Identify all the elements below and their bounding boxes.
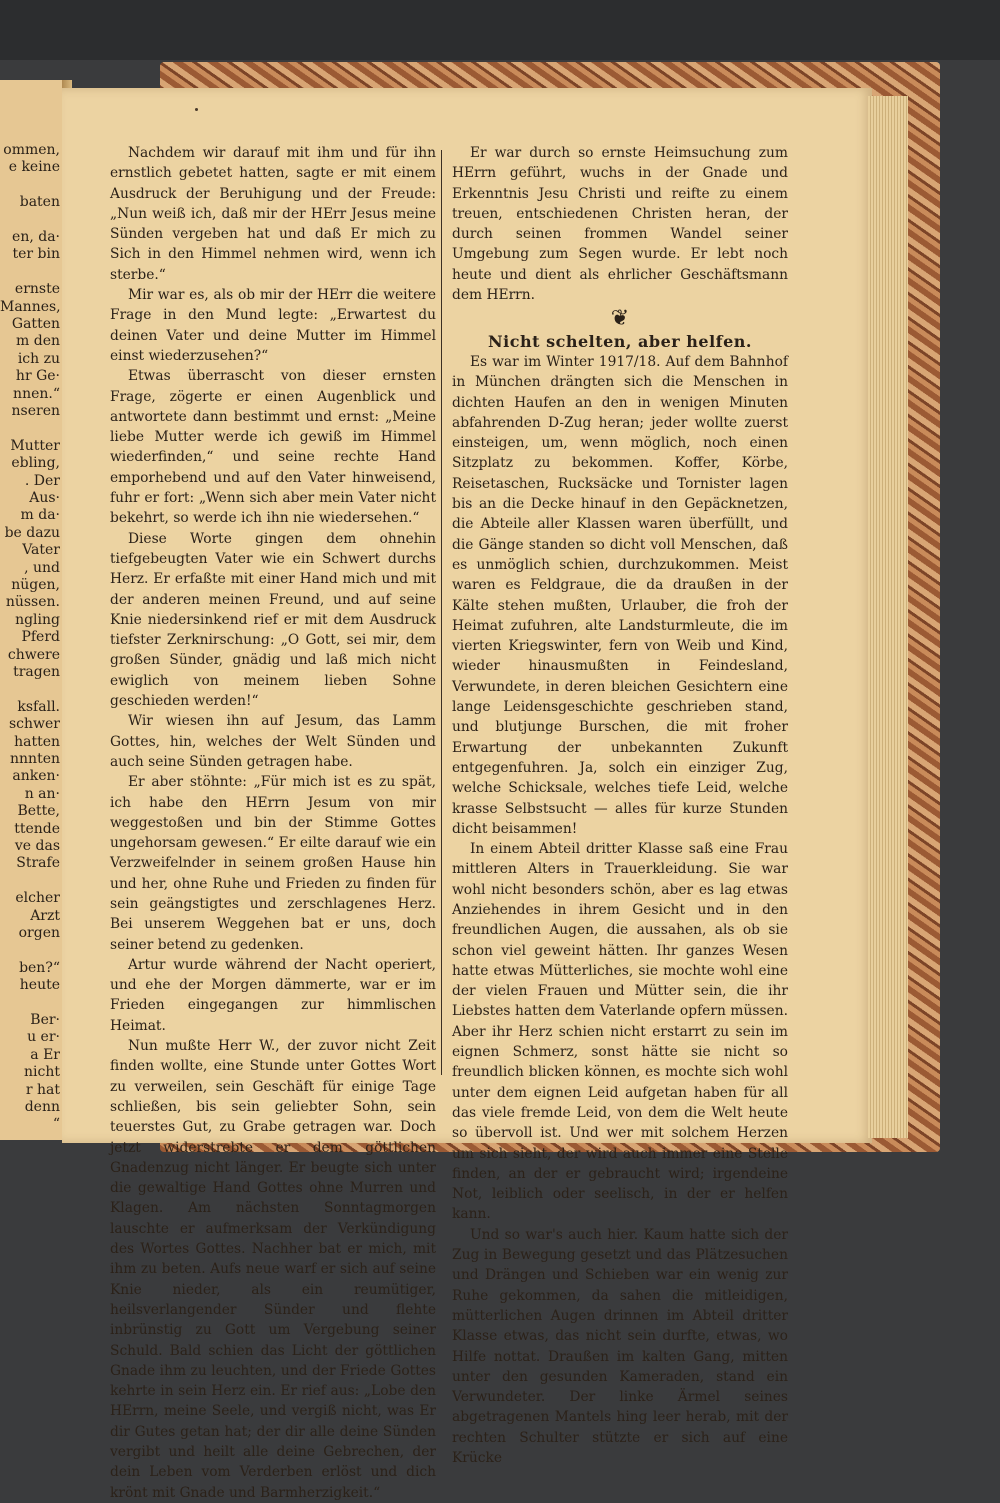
left-page-fragment: Bette, — [17, 803, 60, 820]
left-page-fragment: m den — [16, 333, 60, 350]
fleuron-ornament: ❦ — [610, 306, 630, 332]
paragraph: Etwas überrascht von dieser ernsten Frage, zögerte er einen Augenblick und antwortete dann bestimmt und ernst: „Meine liebe Mutter werde ich gewiß im Himmel wiederfinden,“ und seine rechte Hand emporhebend und auf den Vater hinweisend, fuhr er fort: „Wenn sich aber mein Vater nicht bekehrt, so werde ich ihn nie wiedersehen.“ — [110, 368, 436, 527]
left-page-fragment: nnen.“ — [13, 385, 60, 402]
left-page-fragment: m da· — [20, 507, 60, 524]
left-page-fragment: ich zu — [17, 350, 60, 367]
left-page-fragment: Pferd — [21, 629, 60, 646]
left-page-fragment: be dazu — [4, 524, 60, 541]
left-page-fragment: ngling — [15, 611, 60, 628]
paragraph: Artur wurde während der Nacht operiert, und ehe der Morgen dämmerte, war er im Frieden eingegangen zur himmlischen Heimat. — [110, 956, 436, 1034]
paragraph: Mir war es, als ob mir der HErr die weitere Frage in den Mund legte: „Erwartest du deinen Vater und deine Mutter im Himmel einst wiederzusehen?“ — [110, 287, 436, 364]
left-page-fragment: denn — [24, 1099, 60, 1115]
paragraph: Er war durch so ernste Heimsuchung zum HErrn geführt, wuchs in der Gnade und Erkenntnis Jesu Christi und reifte zu einem treuen, entschiedenen Christen heran, der durch seinen frommen Wandel seiner Umgebung zum Segen wurde. Er lebt noch heute und dient als ehrlicher Geschäftsmann dem HErrn. — [452, 145, 788, 304]
left-page-fragment: nseren — [11, 403, 60, 419]
left-page-fragment: ommen, — [3, 142, 60, 158]
left-page-fragment: a Er — [30, 1046, 60, 1063]
paragraph: Und so war's auch hier. Kaum hatte sich der Zug in Bewegung gesetzt und das Plätzesuchen und Drängen und Schieben war ein wenig zur Ruhe gekommen, da sahen die mitleidigen, mütterlichen Augen drinnen im Abteil dritter Klasse etwas, das nicht sein durfte, etwas, wo Hilfe nottat. Draußen im kalten Gang, mitten unter den gesunden Kameraden, stand ein Verwundeter. Der linke Ärmel seines abgetragenen Mantels hing leer herab, mit der rechten Schulter stützte er sich auf eine Krücke — [452, 1226, 788, 1466]
paragraph: In einem Abteil dritter Klasse saß eine Frau mittleren Alters in Trauerkleidung. Sie war wohl nicht besonders schön, aber es lag etwas Anziehendes in ihrem Gesicht und in den freundlichen Augen, die aussahen, als ob sie schon viel geweint hätten. Ihr ganzes Wesen hatte etwas Mütterliches, sie mochte wohl eine der vielen Frauen und Mütter sein, die ihr Liebstes hatten dem Vaterlande opfern müssen. Aber ihr Herz schien nicht erstarrt zu sein im eignen Schmerz, sonst hätte sie nicht so freundlich blicken können, es mochte sich wohl unter dem eignen Leid aufgetan haben für all das viele fremde Leid, von dem die Welt heute so übervoll ist. Und wer mit solchem Herzen um sich sieht, der wird auch immer eine Stelle finden, an der er gebraucht wird; irgendeine Not, leiblich oder seelisch, in der er helfen kann. — [452, 841, 788, 1223]
column-rule — [441, 150, 442, 1075]
left-page-fragment: “ — [52, 1116, 60, 1133]
paragraph: Nachdem wir darauf mit ihm und für ihn ernstlich gebetet hatten, sagte er mit einem Ausdruck der Beruhigung und der Freude: „Nun weiß ich, daß mir der HErr Jesus meine Sünden vergeben hat und daß Er mich zu Sich in den Himmel nehmen wird, wenn ich sterbe.“ — [110, 145, 436, 283]
left-page-fragment: Mannes, — [0, 298, 61, 315]
left-page-fragment: ebling, — [11, 455, 60, 472]
left-page-fragment: en, da· — [12, 229, 60, 245]
left-page-fragment: nügen, — [11, 577, 60, 593]
left-page-fragment: ben?“ — [19, 959, 60, 976]
left-page-fragment: Aus· — [29, 490, 60, 506]
left-page-fragment: Gatten — [11, 316, 60, 332]
left-page-fragment: . Der — [24, 472, 60, 489]
paragraph: Diese Worte gingen dem ohnehin tiefgebeugten Vater wie ein Schwert durchs Herz. Er erfaßte mit einer Hand mich und mit der anderen meinen Freund, und auf seine Knie niedersinkend rief er mit dem Ausdruck tiefster Zerknirschung: „O Gott, sei mir, dem großen Sünder, gnädig und laß mich nicht ewiglich von meinem lieben Sohne geschieden werden!“ — [110, 530, 436, 710]
left-page-fragment: ksfall. — [17, 698, 60, 715]
left-page-fragment: chwere — [7, 646, 60, 663]
left-page-fragment: Strafe — [16, 855, 60, 872]
left-page-fragment: u er· — [27, 1029, 60, 1046]
left-page-fragment: nicht — [24, 1064, 60, 1081]
left-page-fragment: ttende — [14, 820, 60, 837]
left-page-fragment: elcher — [15, 890, 60, 907]
left-page-fragment: orgen — [18, 925, 60, 941]
left-page-fragment: Vater — [22, 542, 60, 559]
print-speck — [195, 108, 198, 111]
left-page-fragment: heute — [19, 977, 60, 994]
page-edges — [868, 96, 908, 1138]
paragraph: Es war im Winter 1917/18. Auf dem Bahnhof in München drängten sich die Menschen in dichten Haufen an den in wenigen Minuten abfahrenden D-Zug heran; jeder wollte zuerst einsteigen, um, wenn möglich, noch einen Sitzplatz zu bekommen. Koffer, Körbe, Reisetaschen, Rucksäcke und Tornister lagen bis an die Decke hinauf in den Gepäcknetzen, die Abteile aller Klassen waren überfüllt, und die Gänge standen so dicht voll Menschen, daß es unmöglich schien, durchzukommen. Meist waren es Feldgraue, die da draußen in der Kälte stehen mußten, Urlauber, die froh der Heimat zufuhren, alte Landsturmleute, die im vierten Kriegswinter, fern von Weib und Kind, wieder hinausmußten in Feindesland, Verwundete, in deren bleichen Gesichtern eine lange Leidensgeschichte geschrieben stand, und blutjunge Burschen, die mit froher Erwartung der unbekannten Zukunft entgegenfuhren. Ja, solch ein einziger Zug, welche Schicksale, welches tiefe Leid, welche krasse Selbstsucht — alles für kurze Stunden dicht beisammen! — [452, 353, 788, 837]
left-page-fragment: e keine — [8, 159, 60, 176]
left-page-fragment: ve das — [14, 838, 60, 854]
left-page-fragment: Arzt — [30, 907, 60, 924]
left-page-fragment: ernste — [14, 281, 60, 298]
left-page — [0, 80, 64, 1140]
article-title: Nicht schelten, aber helfen. — [488, 331, 752, 351]
left-page-fragment: ter bin — [12, 246, 60, 263]
text-column-left — [110, 143, 436, 1503]
left-page-fragment: nüssen. — [5, 594, 60, 611]
paragraph: Er aber stöhnte: „Für mich ist es zu spät, ich habe den HErrn Jesum von mir weggestoßen und bin der Stimme Gottes ungehorsam gewesen.“ Er eilte darauf wie ein Verzweifelnder in seinem großen Hause hin und her, ohne Ruhe und Frieden zu finden für sein geängstigtes und zerschlagenes Herz. Bei unserem Weggehen bat er uns, doch seiner betend zu gedenken. — [110, 774, 436, 953]
left-page-fragment: nnnten — [10, 751, 60, 767]
left-page-fragment: hatten — [14, 733, 60, 750]
left-page-fragment: baten — [19, 194, 60, 211]
text-column-right — [452, 143, 788, 1468]
paragraph: Wir wiesen ihn auf Jesum, das Lamm Gottes, hin, welches der Welt Sünden und auch seine Sünden getragen habe. — [110, 713, 436, 770]
left-page-fragment: tragen — [13, 664, 60, 680]
left-page-fragment: r hat — [25, 1081, 60, 1098]
left-page-fragment: Mutter — [10, 437, 60, 454]
left-page-fragment: Ber· — [30, 1012, 60, 1028]
left-page-fragment: hr Ge· — [15, 368, 60, 385]
left-page-fragment: , und — [24, 559, 60, 576]
scanner-background — [0, 0, 1000, 60]
left-page-fragment: anken· — [12, 768, 60, 785]
left-page-fragment: n an· — [24, 785, 60, 802]
left-page-fragment: schwer — [8, 716, 60, 733]
paragraph: Nun mußte Herr W., der zuvor nicht Zeit finden wollte, eine Stunde unter Gottes Wort zu verweilen, sein Geschäft für einige Tage schließen, bis sein geliebter Sohn, sein teuerstes Gut, zu Grabe getragen war. Doch jetzt widerstrebte er dem göttlichen Gnadenzug nicht länger. Er beugte sich unter die gewaltige Hand Gottes ohne Murren und Klagen. Am nächsten Sonntagmorgen lauschte er aufmerksam der Verkündigung des Wortes Gottes. Nachher bat er mich, mit ihm zu beten. Aufs neue warf er sich auf seine Knie nieder, als ein reumütiger, heilsverlangender Sünder und flehte inbrünstig zu Gott um Vergebung seiner Schuld. Bald schien das Licht der göttlichen Gnade ihm zu leuchten, und der Friede Gottes kehrte in sein Herz ein. Er rief aus: „Lobe den HErrn, meine Seele, und vergiß nicht, was Er dir Gutes getan hat; der dir alle deine Sünden vergibt und heilt alle deine Gebrechen, der dein Leben vom Verderben erlöst und dich krönt mit Gnade und Barmherzigkeit.“ — [110, 1038, 436, 1501]
